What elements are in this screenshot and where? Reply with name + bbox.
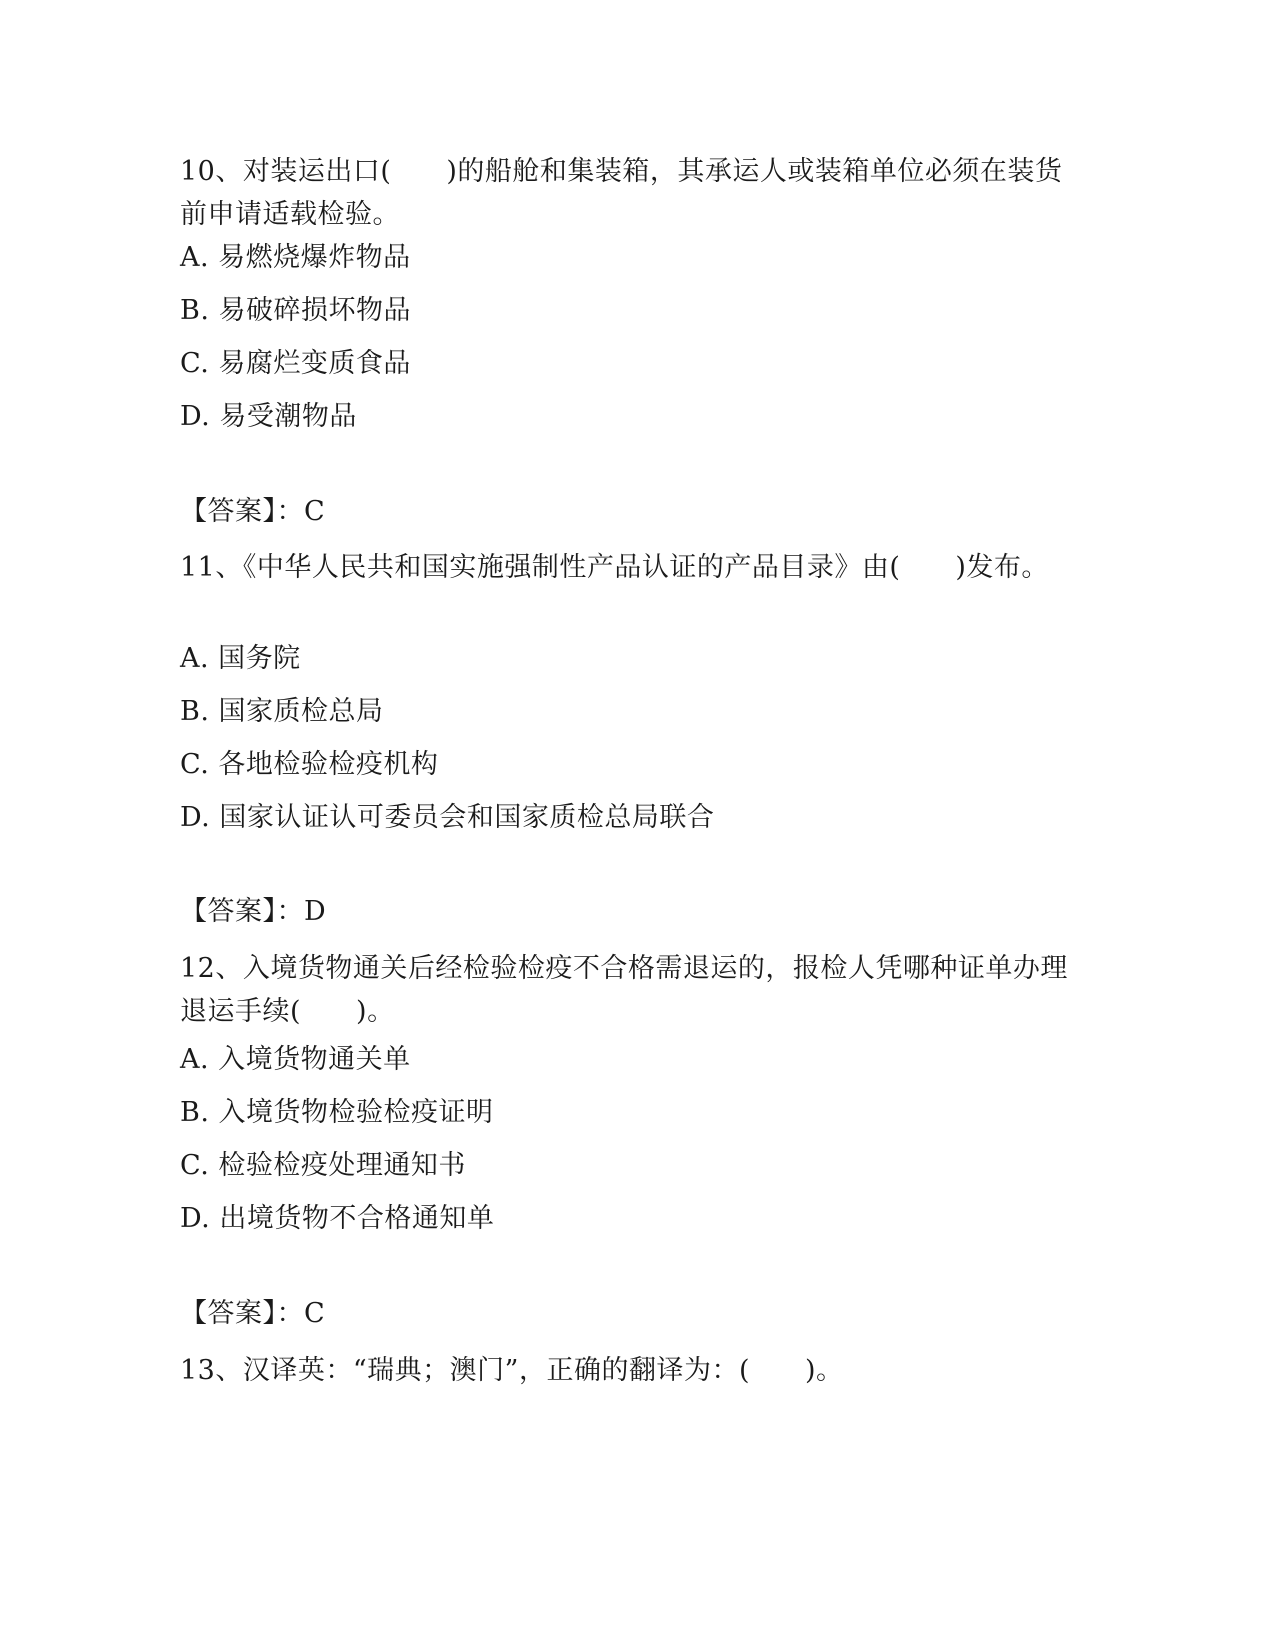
question-11 [180, 546, 1080, 589]
option-text: A. 易燃烧爆炸物品 [180, 242, 411, 273]
question-10 [180, 150, 1080, 236]
option-d [180, 1201, 1080, 1237]
option-a [180, 240, 1080, 276]
option-b [180, 1095, 1080, 1131]
option-b [180, 293, 1080, 329]
question-stem: 10、对装运出口( )的船舱和集装箱，其承运人或装箱单位必须在装货前申请适载检验。 [180, 156, 1063, 230]
question-13 [180, 1349, 1080, 1392]
question-stem: 12、入境货物通关后经检验检疫不合格需退运的，报检人凭哪种证单办理退运手续( )。 [180, 953, 1068, 1027]
option-d [180, 800, 1080, 836]
option-c [180, 747, 1080, 783]
option-text: B. 入境货物检验检疫证明 [180, 1097, 494, 1128]
option-text: A. 国务院 [180, 643, 301, 674]
option-text: C. 易腐烂变质食品 [180, 348, 411, 379]
option-text: B. 国家质检总局 [180, 696, 384, 727]
option-a [180, 641, 1080, 677]
answer-text: 【答案】：D [180, 896, 327, 927]
option-c [180, 1148, 1080, 1184]
option-c [180, 346, 1080, 382]
option-text: B. 易破碎损坏物品 [180, 295, 412, 326]
answer-12 [180, 1296, 1080, 1332]
option-text: D. 国家认证认可委员会和国家质检总局联合 [180, 802, 715, 833]
option-text: C. 各地检验检疫机构 [180, 749, 439, 780]
answer-text: 【答案】：C [180, 496, 326, 527]
option-text: A. 入境货物通关单 [180, 1044, 411, 1075]
option-a [180, 1042, 1080, 1078]
option-text: C. 检验检疫处理通知书 [180, 1150, 466, 1181]
option-text: D. 易受潮物品 [180, 401, 357, 432]
answer-text: 【答案】：C [180, 1298, 326, 1329]
option-text: D. 出境货物不合格通知单 [180, 1203, 495, 1234]
answer-11 [180, 894, 1080, 930]
answer-10 [180, 494, 1080, 530]
question-12 [180, 947, 1080, 1033]
question-stem: 11、《中华人民共和国实施强制性产品认证的产品目录》由( )发布。 [180, 552, 1049, 583]
question-stem: 13、汉译英：“瑞典；澳门”，正确的翻译为：( )。 [180, 1355, 844, 1386]
option-d [180, 399, 1080, 435]
option-b [180, 694, 1080, 730]
